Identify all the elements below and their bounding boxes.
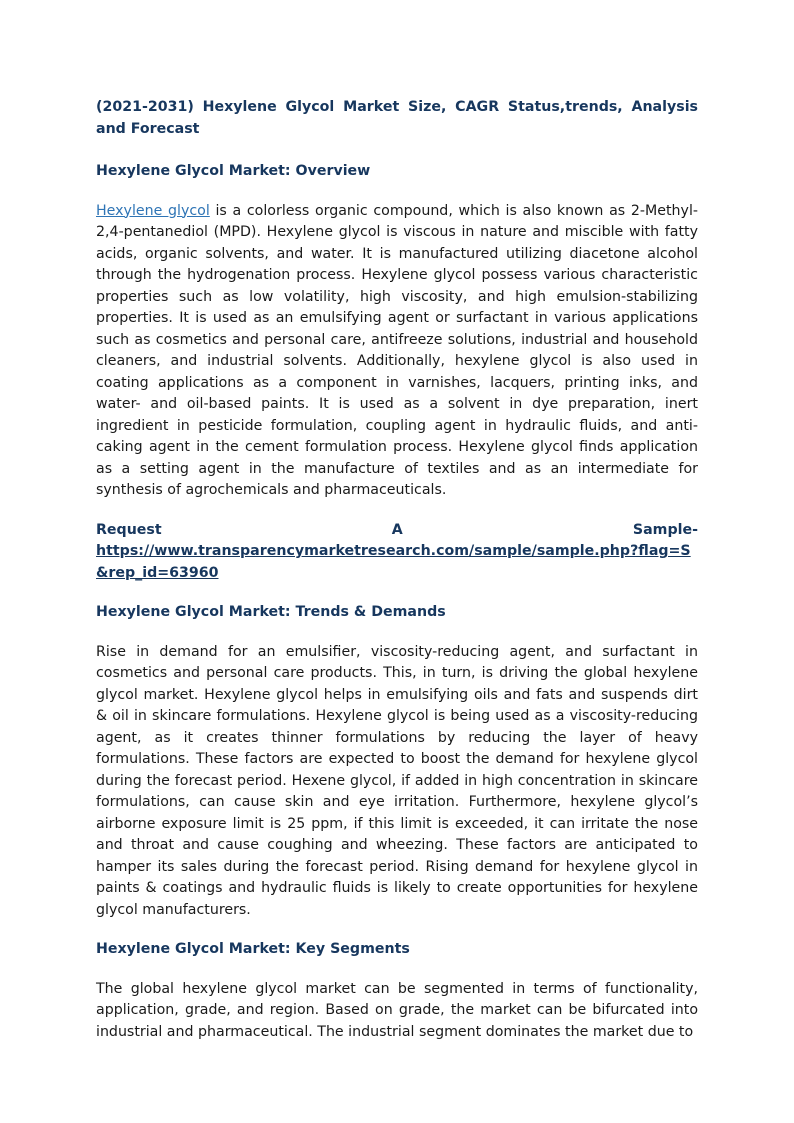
- segments-heading: Hexylene Glycol Market: Key Segments: [96, 941, 410, 957]
- overview-heading: Hexylene Glycol Market: Overview: [96, 163, 371, 179]
- document-title: (2021-2031) Hexylene Glycol Market Size, CAGR Status,trends, Analysis and Forecast: [96, 99, 698, 137]
- request-sample-block: [96, 520, 698, 585]
- request-word: Request: [96, 521, 162, 538]
- trends-heading: Hexylene Glycol Market: Trends & Demands: [96, 604, 446, 620]
- a-word: A: [391, 521, 403, 538]
- sample-word: Sample-: [632, 521, 698, 538]
- sample-request-link[interactable]: https://www.transparencymarketresearch.com/sample/sample.php?flag=S&rep_id=63960: [96, 543, 691, 581]
- overview-body-text: is a colorless organic compound, which is also known as 2-Methyl-2,4-pentanediol (MPD). Hexylene glycol is viscous in nature and miscible with fatty acids, organic solvents, and water. It is manufactured utilizing diacetone alcohol through the hydrogenation process. Hexylene glycol possess various characteristic properties such as low volatility, high viscosity, and high emulsion-stabilizing properties. It is used as an emulsifying agent or surfactant in various applications such as cosmetics and personal care, antifreeze solutions, industrial and household cleaners, and industrial solvents. Additionally, hexylene glycol is also used in coating applications as a component in varnishes, lacquers, printing inks, and water- and oil-based paints. It is used as a solvent in dye preparation, inert ingredient in pesticide formulation, coupling agent in hydraulic fluids, and anti-caking agent in the cement formulation process. Hexylene glycol finds application as a setting agent in the manufacture of textiles and as an intermediate for synthesis of agrochemicals and pharmaceuticals.: [96, 202, 699, 498]
- document-page: [96, 97, 698, 1061]
- segments-paragraph: The global hexylene glycol market can be segmented in terms of functionality, application, grade, and region. Based on grade, the market can be bifurcated into industrial and pharmaceutical. The industrial segment dominates the market due to: [96, 980, 698, 1040]
- trends-paragraph: Rise in demand for an emulsifier, viscosity-reducing agent, and surfactant in cosmetics and personal care products. This, in turn, is driving the global hexylene glycol market. Hexylene glycol helps in emulsifying oils and fats and suspends dirt & oil in skincare formulations. Hexylene glycol is being used as a viscosity-reducing agent, as it creates thinner formulations by reducing the layer of heavy formulations. These factors are expected to boost the demand for hexylene glycol during the forecast period. Hexene glycol, if added in high concentration in skincare formulations, can cause skin and eye irritation. Furthermore, hexylene glycol’s airborne exposure limit is 25 ppm, if this limit is exceeded, it can irritate the nose and throat and cause coughing and wheezing. These factors are anticipated to hamper its sales during the forecast period. Rising demand for hexylene glycol in paints & coatings and hydraulic fluids is likely to create opportunities for hexylene glycol manufacturers.: [96, 643, 698, 918]
- request-sample-label: [96, 520, 698, 542]
- overview-paragraph: [96, 201, 698, 502]
- hexylene-glycol-link[interactable]: Hexylene glycol: [96, 202, 210, 219]
